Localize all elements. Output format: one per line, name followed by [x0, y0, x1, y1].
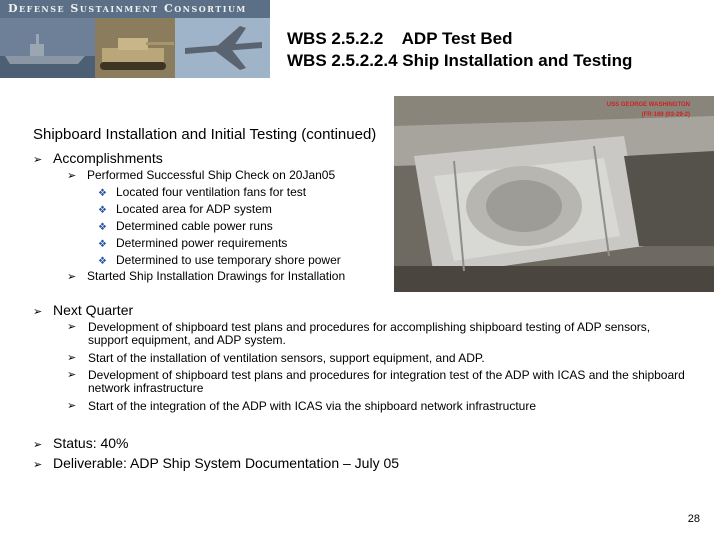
list-item-text: Determined to use temporary shore power: [116, 253, 341, 267]
arrow-bullet-icon: ➢: [67, 352, 77, 364]
list-item-text: Started Ship Installation Drawings for Installation: [87, 269, 346, 283]
photo-caption: [607, 100, 690, 120]
diamond-bullet-icon: ❖: [98, 205, 107, 216]
photo-caption-line-1: USS GEORGE WASHINGTON: [606, 102, 690, 108]
next-quarter-heading: [33, 302, 133, 318]
photo-caption-line-2: (FR-169 (03-29-2): [641, 112, 690, 118]
ventilation-photo: [394, 96, 714, 292]
status-text: Status: 40%: [53, 435, 129, 451]
list-item-text: Performed Successful Ship Check on 20Jan05: [87, 168, 336, 182]
list-item: [98, 253, 341, 267]
list-item-text: Located area for ADP system: [116, 202, 272, 216]
accomplishments-label: Accomplishments: [53, 150, 163, 166]
list-item-text: Located four ventilation fans for test: [116, 185, 307, 199]
header-banner: [0, 0, 270, 78]
diamond-bullet-icon: ❖: [98, 222, 107, 233]
list-item-text: Start of the installation of ventilation sensors, support equipment, and ADP.: [88, 351, 485, 365]
arrow-bullet-icon: ➢: [33, 306, 43, 318]
list-item: [67, 369, 687, 395]
banner-image: [0, 18, 270, 78]
list-item: [67, 352, 687, 365]
accomplishments-heading: [33, 150, 163, 166]
list-item-text: Determined cable power runs: [116, 219, 273, 233]
list-item: [67, 269, 345, 283]
list-item-text: Determined power requirements: [116, 236, 288, 250]
title-line-2: WBS 2.5.2.2.4 Ship Installation and Testing: [287, 51, 633, 70]
slide-title: [287, 28, 632, 72]
org-name: Defense Sustainment Consortium: [8, 2, 247, 15]
arrow-bullet-icon: ➢: [33, 439, 43, 451]
diamond-bullet-icon: ❖: [98, 188, 107, 199]
banner-strip: [0, 0, 270, 19]
list-item: [67, 168, 335, 182]
arrow-bullet-icon: ➢: [67, 321, 77, 333]
status-line: [33, 435, 129, 451]
list-item: [98, 236, 287, 250]
list-item: [98, 219, 273, 233]
section-title: Shipboard Installation and Initial Testing (continued): [33, 126, 377, 143]
deliverable-line: [33, 455, 399, 471]
title-line-1: WBS 2.5.2.2 ADP Test Bed: [287, 29, 513, 48]
arrow-bullet-icon: ➢: [67, 170, 77, 182]
arrow-bullet-icon: ➢: [67, 271, 77, 283]
arrow-bullet-icon: ➢: [67, 400, 77, 412]
list-item-text: Start of the integration of the ADP with ICAS via the shipboard network infrastructure: [88, 399, 537, 413]
arrow-bullet-icon: ➢: [67, 369, 77, 381]
list-item-text: Development of shipboard test plans and procedures for integration test of the ADP with ICAS and the shipboard network infrastructure: [88, 368, 685, 395]
diamond-bullet-icon: ❖: [98, 256, 107, 267]
list-item: [98, 185, 306, 199]
arrow-bullet-icon: ➢: [33, 154, 43, 166]
list-item: [67, 321, 687, 347]
list-item: [98, 202, 272, 216]
list-item-text: Development of shipboard test plans and procedures for accomplishing shipboard testing of ADP sensors, support equipment, and ADP system.: [88, 320, 651, 347]
page-number: 28: [687, 513, 700, 525]
deliverable-text: Deliverable: ADP Ship System Documentation – July 05: [53, 455, 400, 471]
list-item: [67, 400, 687, 413]
ventilation-duct-image: [394, 96, 714, 292]
diamond-bullet-icon: ❖: [98, 239, 107, 250]
arrow-bullet-icon: ➢: [33, 459, 43, 471]
next-quarter-label: Next Quarter: [53, 302, 134, 318]
